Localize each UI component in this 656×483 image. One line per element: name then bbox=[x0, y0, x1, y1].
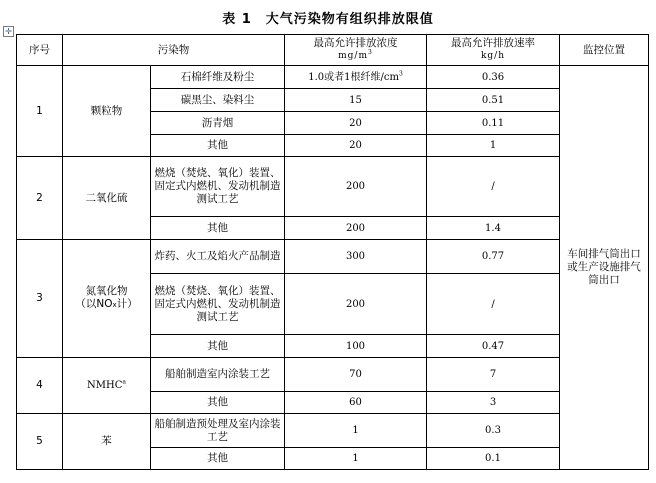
table-title bbox=[0, 8, 656, 27]
rate-cell: 0.51 bbox=[427, 89, 560, 112]
conc-cell: 20 bbox=[285, 135, 427, 157]
conc-cell: 1 bbox=[285, 414, 427, 448]
source-cell: 其他 bbox=[151, 392, 285, 414]
conc-cell: 1 bbox=[285, 448, 427, 470]
conc-sup: 3 bbox=[398, 70, 403, 78]
pollutant-cell: 苯 bbox=[63, 414, 151, 470]
rate-cell: / bbox=[427, 274, 560, 335]
pollutant-name-note bbox=[66, 298, 147, 312]
pollutant-cell bbox=[63, 240, 151, 358]
source-cell: 其他 bbox=[151, 217, 285, 240]
source-cell: 碳黑尘、染料尘 bbox=[151, 89, 285, 112]
concentration-unit-sup: 3 bbox=[368, 49, 373, 56]
rate-cell: 0.3 bbox=[427, 414, 560, 448]
conc-cell bbox=[285, 66, 427, 89]
seq-cell: 2 bbox=[17, 157, 63, 240]
table-move-handle-icon[interactable]: ✛ bbox=[3, 26, 14, 37]
conc-cell: 60 bbox=[285, 392, 427, 414]
seq-cell: 4 bbox=[17, 358, 63, 414]
header-rate bbox=[427, 35, 560, 66]
pollutant-name-sup: a bbox=[122, 378, 126, 386]
emission-limits-table bbox=[16, 34, 649, 470]
table-row bbox=[17, 157, 649, 217]
source-cell: 其他 bbox=[151, 135, 285, 157]
source-cell: 炸药、火工及焰火产品制造 bbox=[151, 240, 285, 274]
header-pollutant: 污染物 bbox=[63, 35, 285, 66]
rate-cell: 1.4 bbox=[427, 217, 560, 240]
table-row bbox=[17, 66, 649, 89]
conc-cell: 100 bbox=[285, 335, 427, 358]
header-rate-unit: kg/h bbox=[480, 51, 506, 61]
seq-cell: 3 bbox=[17, 240, 63, 358]
pollutant-cell: 颗粒物 bbox=[63, 66, 151, 157]
table-row bbox=[17, 240, 649, 274]
table-number: 表 1 bbox=[222, 12, 252, 27]
header-concentration-unit bbox=[288, 50, 423, 63]
rate-cell: 0.77 bbox=[427, 240, 560, 274]
conc-cell: 15 bbox=[285, 89, 427, 112]
pollutant-cell bbox=[63, 358, 151, 414]
conc-cell: 70 bbox=[285, 358, 427, 392]
pollutant-name: NMHC bbox=[87, 380, 123, 391]
rate-cell: 3 bbox=[427, 392, 560, 414]
monitor-location-cell: 车间排气筒出口或生产设施排气筒出口 bbox=[560, 66, 649, 470]
header-monitor: 监控位置 bbox=[560, 35, 649, 66]
table-row bbox=[17, 358, 649, 392]
rate-cell: 0.47 bbox=[427, 335, 560, 358]
rate-cell: / bbox=[427, 157, 560, 217]
source-cell: 船舶制造室内涂装工艺 bbox=[151, 358, 285, 392]
seq-cell: 5 bbox=[17, 414, 63, 470]
seq-cell: 1 bbox=[17, 66, 63, 157]
source-cell: 燃烧（焚烧、氧化）装置、固定式内燃机、发动机制造测试工艺 bbox=[151, 274, 285, 335]
header-rate-label: 最高允许排放速率 bbox=[451, 37, 535, 49]
table-title-text: 大气污染物有组织排放限值 bbox=[265, 12, 434, 27]
header-concentration bbox=[285, 35, 427, 66]
conc-cell: 200 bbox=[285, 217, 427, 240]
conc-cell: 200 bbox=[285, 157, 427, 217]
conc-cell: 20 bbox=[285, 112, 427, 135]
rate-cell: 0.36 bbox=[427, 66, 560, 89]
source-cell: 石棉纤维及粉尘 bbox=[151, 66, 285, 89]
rate-cell: 0.1 bbox=[427, 448, 560, 470]
source-cell: 其他 bbox=[151, 335, 285, 358]
header-concentration-label: 最高允许排放浓度 bbox=[313, 37, 398, 49]
source-cell: 燃烧（焚烧、氧化）装置、固定式内燃机、发动机制造测试工艺 bbox=[151, 157, 285, 217]
rate-cell: 7 bbox=[427, 358, 560, 392]
pollutant-name: 氮氧化物 bbox=[85, 285, 128, 297]
note-start: （以NO bbox=[75, 298, 113, 310]
table-row bbox=[17, 414, 649, 448]
header-row bbox=[17, 35, 649, 66]
conc-cell: 300 bbox=[285, 240, 427, 274]
note-sub: x bbox=[112, 301, 117, 309]
rate-cell: 1 bbox=[427, 135, 560, 157]
source-cell: 沥青烟 bbox=[151, 112, 285, 135]
pollutant-cell: 二氧化硫 bbox=[63, 157, 151, 240]
rate-cell: 0.11 bbox=[427, 112, 560, 135]
concentration-unit-text: mg/m bbox=[338, 51, 369, 61]
source-cell: 船舶制造预处理及室内涂装工艺 bbox=[151, 414, 285, 448]
note-end: 计） bbox=[116, 298, 138, 310]
source-cell: 其他 bbox=[151, 448, 285, 470]
header-seq: 序号 bbox=[17, 35, 63, 66]
conc-cell: 200 bbox=[285, 274, 427, 335]
conc-text: 1.0或者1根纤维/cm bbox=[308, 71, 399, 83]
